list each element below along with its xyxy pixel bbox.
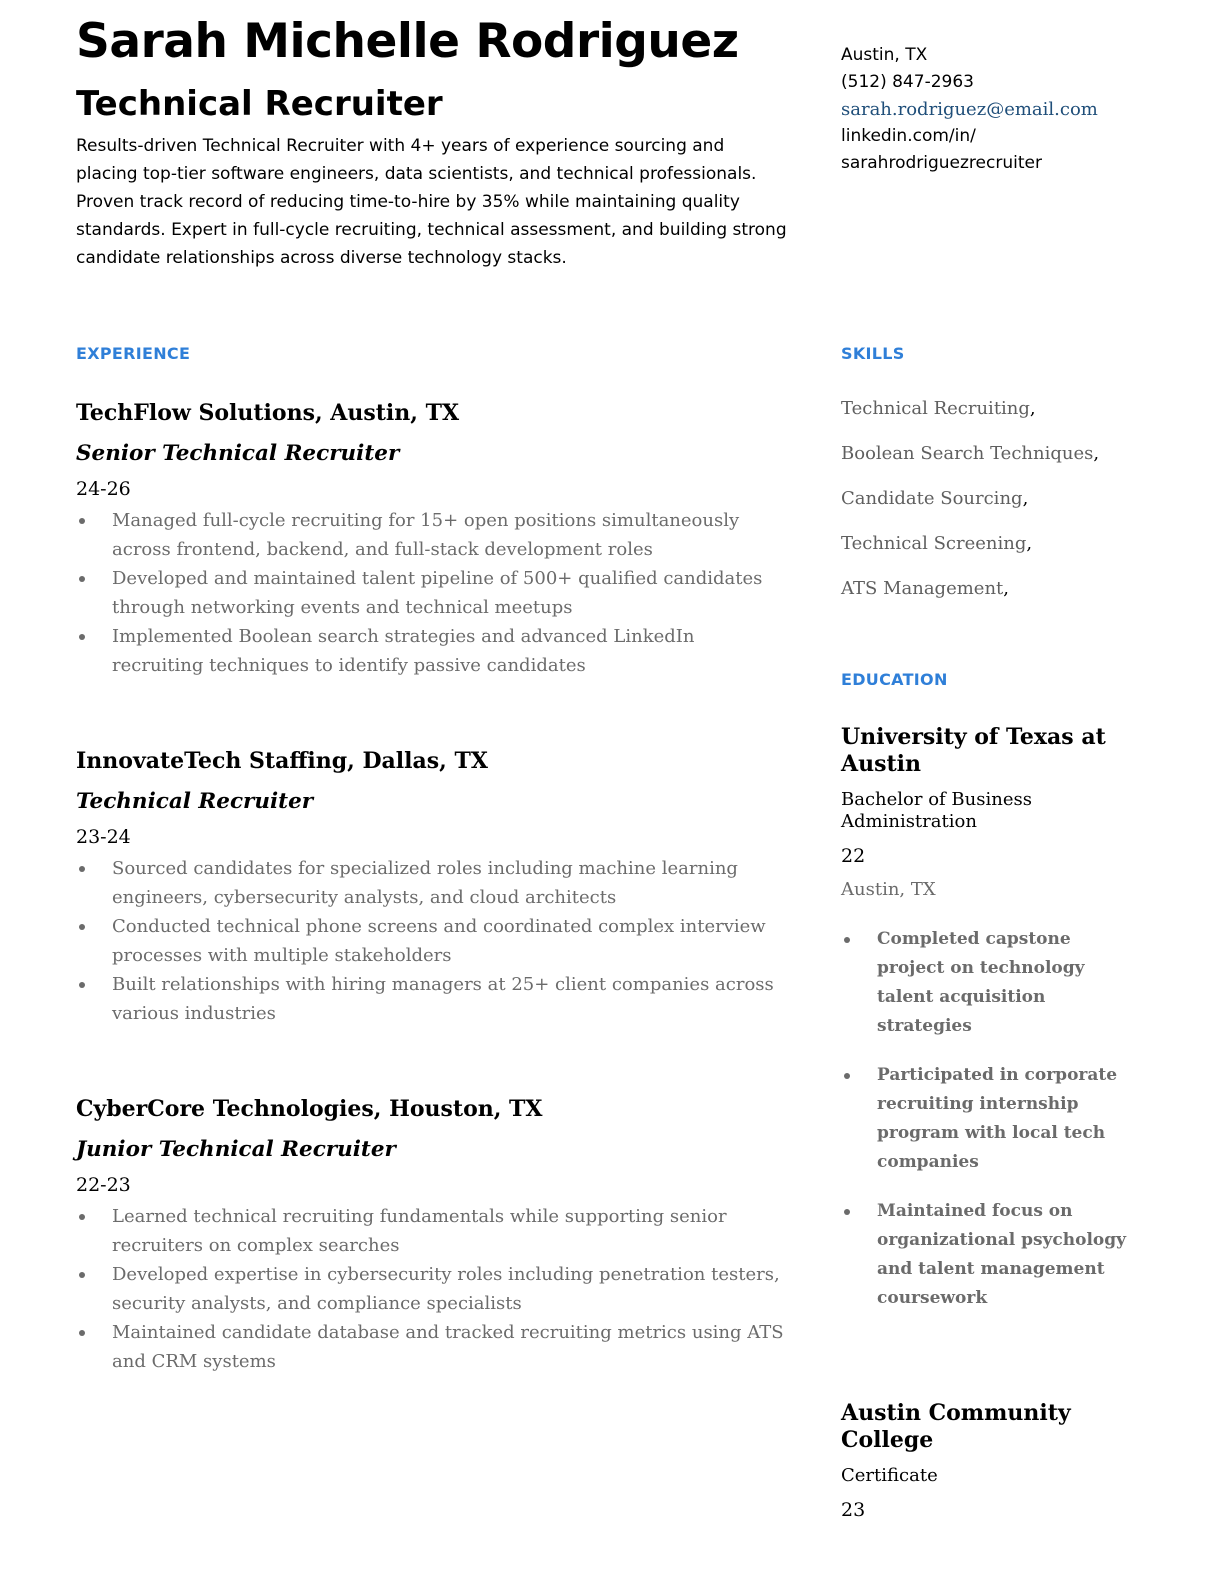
role-title: Technical Recruiter: [76, 789, 314, 814]
skill-label: Candidate Sourcing: [841, 488, 1023, 509]
education-heading: EDUCATION: [841, 670, 948, 689]
school-name: University of Texas at Austin: [841, 724, 1106, 777]
job-title: Technical Recruiter: [76, 84, 443, 124]
graduation-year: 23: [841, 1499, 866, 1521]
education-bullet: Participated in corporate recruiting internship program with local tech companies: [841, 1061, 1131, 1177]
job-bullet: Built relationships with hiring managers at 25+ client companies across various industries: [76, 970, 788, 1028]
skills-list: [841, 394, 1099, 619]
education-entry: [841, 1400, 1131, 1525]
job-bullet: Managed full-cycle recruiting for 15+ open positions simultaneously across frontend, backend, and full-stack development roles: [76, 506, 788, 564]
education-bullets: [841, 925, 1131, 1313]
company-name: CyberCore Technologies, Houston, TX: [76, 1096, 543, 1122]
skill-label: Technical Recruiting: [841, 398, 1030, 419]
job-entry: [76, 398, 788, 680]
graduation-year: 22: [841, 845, 866, 867]
skill-item: [841, 529, 1099, 558]
job-bullet: Conducted technical phone screens and coordinated complex interview processes with multiple stakeholders: [76, 912, 788, 970]
candidate-name: Sarah Michelle Rodriguez: [76, 14, 739, 69]
job-bullet: Sourced candidates for specialized roles including machine learning engineers, cybersecurity analysts, and cloud architects: [76, 854, 788, 912]
skill-item: [841, 484, 1099, 513]
contact-email-link[interactable]: sarah.rodriguez@email.com: [841, 99, 1098, 120]
skill-label: ATS Management: [841, 578, 1004, 599]
job-bullet: Developed and maintained talent pipeline of 500+ qualified candidates through networking events and technical meetups: [76, 564, 788, 622]
school-location: Austin, TX: [841, 879, 936, 900]
job-bullet: Maintained candidate database and tracked recruiting metrics using ATS and CRM systems: [76, 1318, 788, 1376]
contact-phone: (512) 847-2963: [841, 72, 974, 92]
employment-dates: 22-23: [76, 1174, 131, 1196]
role-title: Junior Technical Recruiter: [76, 1137, 396, 1162]
company-name: InnovateTech Staffing, Dallas, TX: [76, 748, 488, 774]
skill-separator: ,: [1093, 443, 1100, 464]
job-bullet: Learned technical recruiting fundamentals while supporting senior recruiters on complex searches: [76, 1202, 788, 1260]
skill-separator: ,: [1029, 398, 1036, 419]
degree-name: Bachelor of Business Administration: [841, 789, 1032, 832]
skill-separator: ,: [1022, 488, 1029, 509]
education-bullet: Maintained focus on organizational psychology and talent management coursework: [841, 1197, 1131, 1313]
job-bullet: Developed expertise in cybersecurity roles including penetration testers, security analysts, and compliance specialists: [76, 1260, 788, 1318]
professional-summary: Results-driven Technical Recruiter with 4+ years of experience sourcing and placing top-tier software engineers, data scientists, and technical professionals. Proven track record of reducing time-to-hire by 35% while maintaining quality standards. Expert in full-cycle recruiting, technical assessment, and building strong candidate relationships across diverse technology stacks.: [76, 136, 787, 268]
contact-location: Austin, TX: [841, 45, 928, 65]
degree-name: Certificate: [841, 1465, 938, 1486]
school-name: Austin Community College: [841, 1400, 1071, 1453]
skills-heading: SKILLS: [841, 344, 905, 363]
employment-dates: 23-24: [76, 826, 131, 848]
company-name: TechFlow Solutions, Austin, TX: [76, 400, 460, 426]
skill-item: [841, 394, 1099, 423]
job-bullets: [76, 1202, 788, 1376]
education-bullet: Completed capstone project on technology talent acquisition strategies: [841, 925, 1131, 1041]
job-bullets: [76, 854, 788, 1028]
skill-label: Boolean Search Techniques: [841, 443, 1094, 464]
skill-label: Technical Screening: [841, 533, 1027, 554]
job-bullets: [76, 506, 788, 680]
job-bullet: Implemented Boolean search strategies and advanced LinkedIn recruiting techniques to identify passive candidates: [76, 622, 788, 680]
experience-heading: EXPERIENCE: [76, 344, 191, 363]
education-entry: [841, 724, 1131, 1333]
skill-item: [841, 439, 1099, 468]
contact-linkedin-line2: sarahrodriguezrecruiter: [841, 153, 1042, 173]
contact-linkedin-line1: linkedin.com/in/: [841, 126, 976, 146]
skill-separator: ,: [1026, 533, 1033, 554]
role-title: Senior Technical Recruiter: [76, 441, 400, 466]
contact-block: [841, 42, 1098, 177]
skill-separator: ,: [1003, 578, 1010, 599]
skill-item: [841, 574, 1099, 603]
job-entry: [76, 746, 788, 1028]
employment-dates: 24-26: [76, 478, 131, 500]
job-entry: [76, 1094, 788, 1376]
